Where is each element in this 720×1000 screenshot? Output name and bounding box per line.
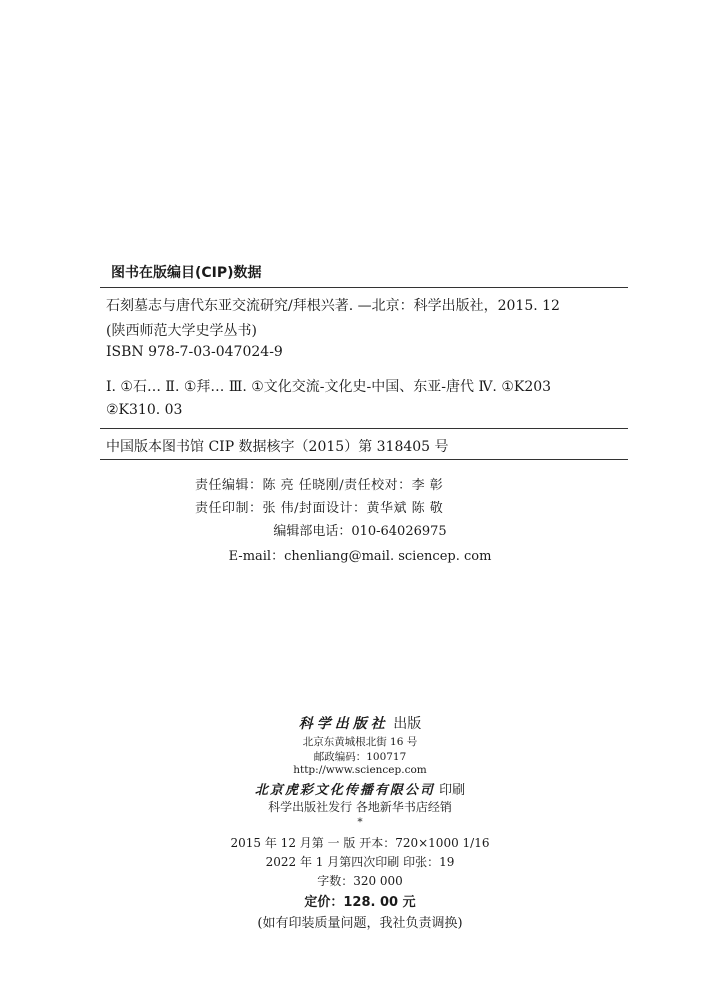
cip-middle-rule bbox=[100, 428, 628, 429]
cip-classification-line1: Ⅰ. ①石… Ⅱ. ①拜… Ⅲ. ①文化交流-文化史-中国、东亚-唐代 Ⅳ. ①K203 bbox=[106, 379, 552, 395]
cip-top-rule bbox=[100, 287, 628, 288]
printer-line bbox=[0, 779, 720, 798]
cip-entry-line: 石刻墓志与唐代东亚交流研究/拜根兴著. —北京：科学出版社，2015. 12 bbox=[106, 298, 560, 314]
staff-line-production: 责任印制：张 伟/封面设计：黄华斌 陈 敬 bbox=[195, 501, 444, 516]
cip-record-number: 中国版本图书馆 CIP 数据核字（2015）第 318405 号 bbox=[106, 439, 449, 455]
edition-line: 2015 年 12 月第 一 版 开本：720×1000 1/16 bbox=[230, 836, 490, 850]
printing-line: 2022 年 1 月第四次印刷 印张：19 bbox=[265, 855, 455, 869]
publisher-line bbox=[0, 713, 720, 733]
publisher-address: 北京东黄城根北街 16 号 bbox=[302, 736, 418, 748]
price: 定价：128. 00 元 bbox=[304, 895, 416, 910]
separator-asterisk: * bbox=[357, 816, 363, 828]
editorial-phone: 编辑部电话：010-64026975 bbox=[273, 524, 447, 539]
distribution-line: 科学出版社发行 各地新华书店经销 bbox=[268, 800, 452, 814]
publisher-postcode: 邮政编码：100717 bbox=[313, 751, 407, 763]
cip-isbn: ISBN 978-7-03-047024-9 bbox=[106, 344, 283, 360]
staff-line-editors: 责任编辑：陈 亮 任晓刚/责任校对：李 彰 bbox=[195, 478, 444, 493]
publisher-name: 科学出版社 bbox=[298, 716, 389, 732]
printer-role: 印刷 bbox=[439, 783, 466, 798]
cip-bottom-rule bbox=[100, 459, 628, 460]
publisher-website: http://www.sciencep.com bbox=[293, 764, 427, 776]
publisher-role: 出版 bbox=[393, 716, 422, 732]
cip-classification-line2: ②K310. 03 bbox=[106, 402, 183, 418]
cip-series: (陕西师范大学史学丛书) bbox=[106, 323, 257, 339]
cip-heading: 图书在版编目(CIP)数据 bbox=[111, 265, 262, 281]
word-count: 字数：320 000 bbox=[317, 874, 403, 888]
editorial-email: E-mail：chenliang@mail. sciencep. com bbox=[228, 549, 492, 564]
printer-name: 北京虎彩文化传播有限公司 bbox=[254, 783, 435, 798]
quality-notice: (如有印装质量问题，我社负责调换) bbox=[257, 916, 463, 931]
